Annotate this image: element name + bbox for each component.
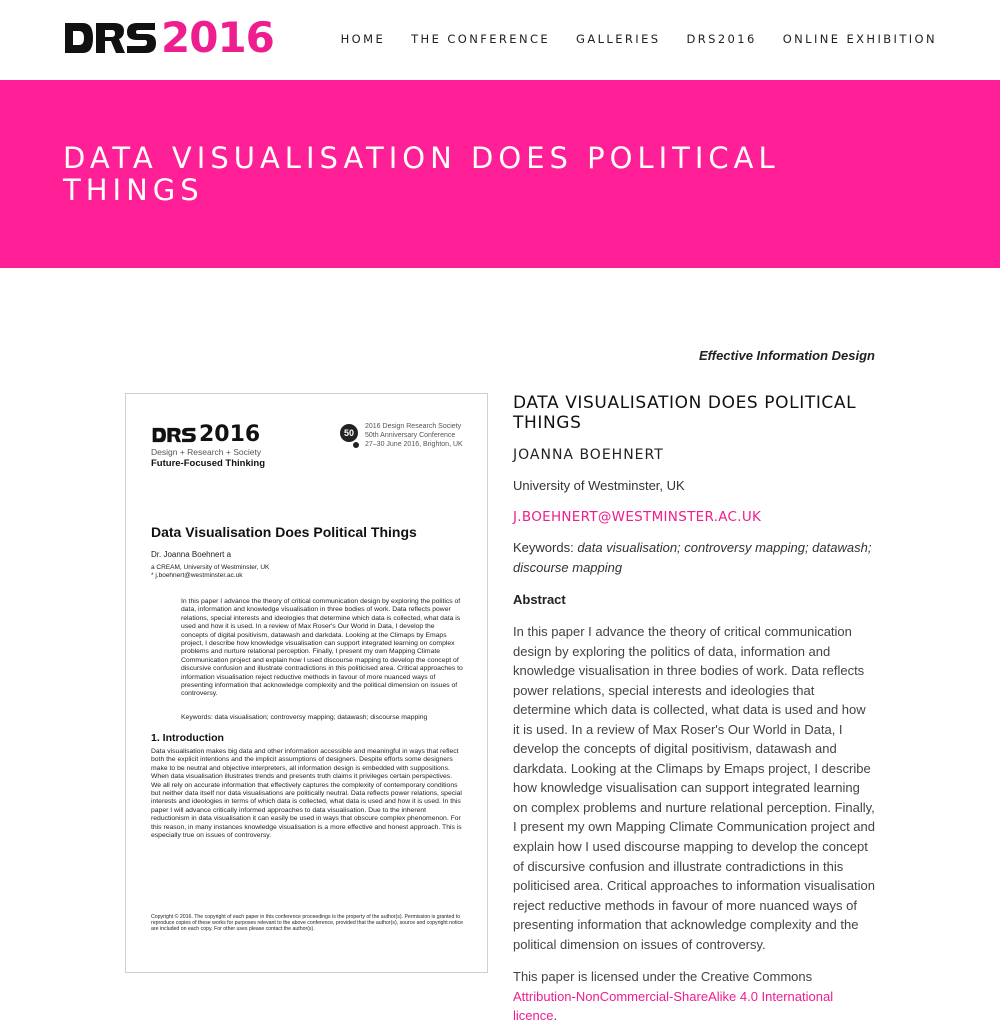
paper-drs-logo-icon xyxy=(151,426,197,444)
license-text xyxy=(513,967,875,1026)
page-title: DATA VISUALISATION DOES POLITICAL THINGS xyxy=(63,141,780,207)
paper-affiliation-line: a CREAM, University of Westminster, UK xyxy=(151,564,270,571)
paper-keywords: Keywords: data visualisation; controversy mapping; datawash; discourse mapping xyxy=(181,714,428,721)
paper-affiliation-line: * j.boehnert@westminster.ac.uk xyxy=(151,572,243,579)
conf-line: 27–30 June 2016, Brighton, UK xyxy=(365,441,463,448)
nav-drs2016[interactable]: DRS2016 xyxy=(686,32,757,46)
abstract-heading: Abstract xyxy=(513,592,566,607)
nav-online-exhibition[interactable]: ONLINE EXHIBITION xyxy=(782,32,937,46)
nav-the-conference[interactable]: THE CONFERENCE xyxy=(411,32,551,46)
paper-copyright: Copyright © 2016. The copyright of each paper in this conference proceedings is the property of the author(s). Permission is granted to reproduce copies of these works for purposes relevant to the above conference, provided that the author(s), source and copyright notice are included on each copy. For other uses please contact the author(s). xyxy=(151,914,464,933)
badge-dot xyxy=(353,442,359,448)
keywords-value: data visualisation; controversy mapping; datawash; discourse mapping xyxy=(513,540,872,575)
paper-author: Dr. Joanna Boehnert a xyxy=(151,550,232,559)
paper-section-heading: 1. Introduction xyxy=(151,732,224,744)
paper-conference-info xyxy=(365,422,463,449)
paper-title: Data Visualisation Does Political Things xyxy=(151,524,417,540)
paper-logo-subtitle: Design + Research + Society xyxy=(151,447,262,457)
drs-logo-mark-icon xyxy=(63,19,157,57)
paper-logo xyxy=(151,422,260,447)
paper-abstract: In this paper I advance the theory of critical communication design by exploring the politics of data, information and knowledge visualisation in three bodies of work. Data reflects power relations, special interests and ideologies that determine which data is collected, what data is used and how it is used. In a review of Max Roser's Our World in Data, I develop the concepts of digital positivism, datawash and darkdata. Looking at the Climaps by Emaps project, I describe how knowledge visualisation can support integrated learning on complex problems and nurture relational perception. Finally, I present my own Mapping Climate Communication project and explain how I used discourse mapping to develop the concept of discursive confusion and illustrate contradictions in this politicised area. Critical approaches to information visualisation reject reductive methods in favour of more nuanced ways of presenting information that acknowledge complexity and the political dimension on issues of controversy. xyxy=(181,598,463,698)
main-nav xyxy=(315,32,937,46)
category-label: Effective Information Design xyxy=(698,348,875,363)
keywords-label: Keywords: xyxy=(513,540,574,555)
nav-home[interactable]: HOME xyxy=(340,32,386,46)
license-prefix: This paper is licensed under the Creative Commons xyxy=(513,969,813,984)
conf-line: 50th Anniversary Conference xyxy=(365,432,456,439)
paper-preview-image[interactable] xyxy=(125,393,488,973)
site-header xyxy=(0,0,1000,80)
nav-galleries[interactable]: GALLERIES xyxy=(576,32,661,46)
site-logo[interactable] xyxy=(63,13,274,62)
page-banner xyxy=(0,80,1000,268)
paper-intro: Data visualisation makes big data and other information accessible and meaningful in ways that reflect both the explicit intentions and the implicit assumptions of designers. Despite efforts some designers make to be neutral and objective interpreters, all information design is embedded with suppositions. When data visualisation illustrates trends and presents truth claims it privileges certain perspectives. We all rely on accurate information that effectively captures the complexity of contemporary conditions but neither data itself nor data visualisations are politically neutral. Data reflects power relations, special interests and ideologies in terms of which data is collected, what data is used and how it is used. In this paper I will advance critically informed approaches to data visualisation. Due to the inherent reductionism in data visualisation it can easily be used in ways that obscure complex phenomenon. For this reason, in many instances knowledge visualisation is a more effective and honest approach. This is especially true on issues of controversy. xyxy=(151,748,462,840)
conf-line: 2016 Design Research Society xyxy=(365,423,462,430)
author-email-link[interactable]: J.BOEHNERT@WESTMINSTER.AC.UK xyxy=(513,509,762,525)
paper-affiliation xyxy=(151,564,269,580)
license-end: . xyxy=(553,1008,558,1023)
article-affiliation: University of Westminster, UK xyxy=(513,478,685,493)
article-author: JOANNA BOEHNERT xyxy=(513,447,664,463)
logo-year: 2016 xyxy=(161,13,274,62)
article-title: DATA VISUALISATION DOES POLITICAL THINGS xyxy=(513,393,857,433)
paper-logo-year: 2016 xyxy=(199,422,261,447)
license-link[interactable]: Attribution-NonCommercial-ShareAlike 4.0 International licence xyxy=(513,988,834,1023)
anniversary-badge-icon: 50 xyxy=(340,424,358,442)
paper-logo-tagline: Future-Focused Thinking xyxy=(151,458,265,469)
article-info xyxy=(513,393,875,433)
article-keywords xyxy=(513,538,875,578)
abstract-text: In this paper I advance the theory of critical communication design by exploring the politics of data, information and knowledge visualisation in three bodies of work. Data reflects power relations, special interests and ideologies that determine which data is collected, what data is used and how it is used. In a review of Max Roser's Our World in Data, I develop the concepts of digital positivism, datawash and darkdata. Looking at the Climaps by Emaps project, I describe how knowledge visualisation can support integrated learning on complex problems and nurture relational perception. Finally, I present my own Mapping Climate Communication project and explain how I used discourse mapping to develop the concept of discursive confusion and illustrate contradictions in this politicised area. Critical approaches to information visualisation reject reductive methods in favour of more nuanced ways of presenting information that acknowledge complexity and the political dimension on issues of controversy. xyxy=(513,624,876,952)
